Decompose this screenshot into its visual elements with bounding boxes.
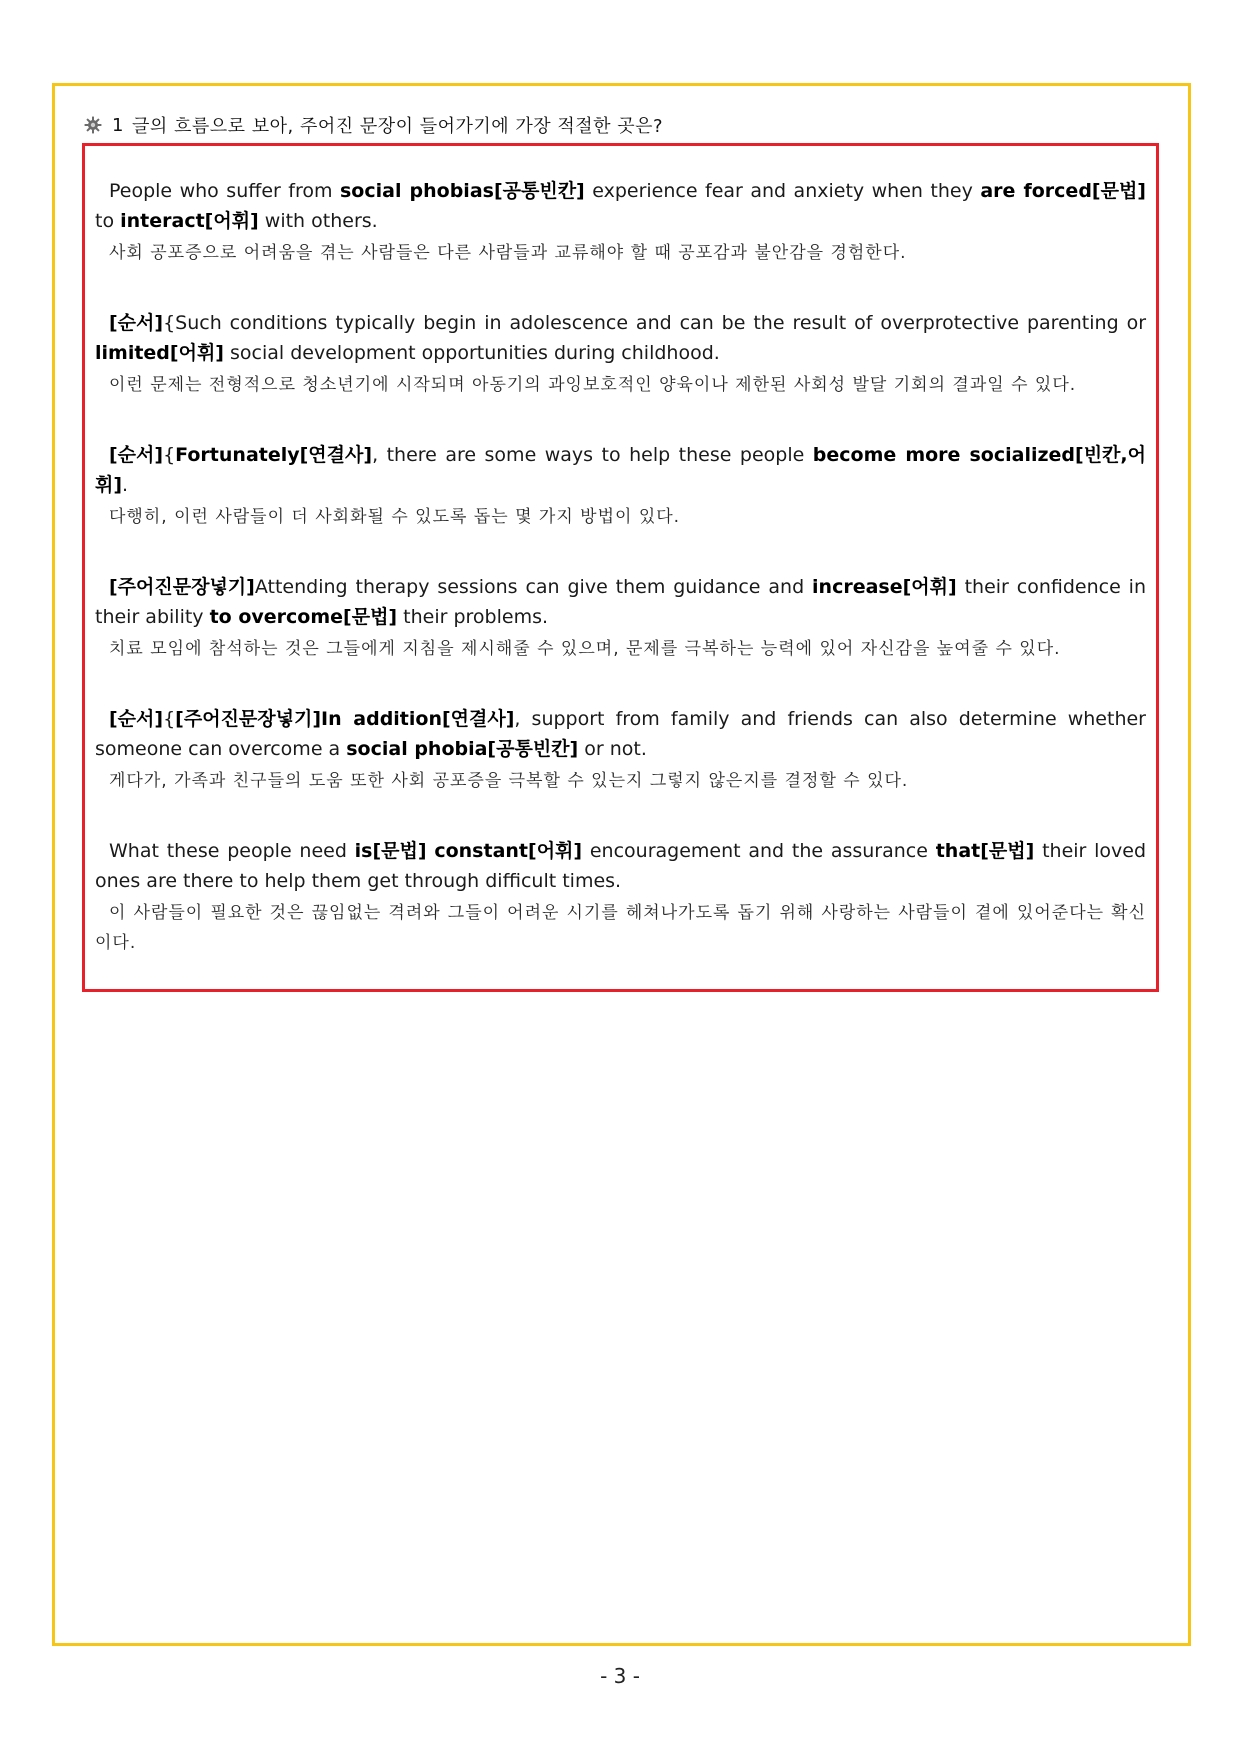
annotated-phrase: limited[어휘] [95, 342, 224, 364]
english-sentence [95, 440, 1146, 500]
paragraph [95, 308, 1146, 400]
sentence-text: What these people need [109, 840, 355, 862]
question-header [84, 112, 663, 138]
paragraph [95, 836, 1146, 958]
page-number: - 3 - [600, 1664, 640, 1688]
annotated-phrase: [순서] [109, 312, 164, 334]
sentence-text: People who suffer from [109, 180, 340, 202]
paragraph-list [95, 176, 1146, 958]
sentence-text: . [122, 474, 129, 496]
sentence-text: their problems. [397, 606, 549, 628]
annotated-phrase: [순서] [109, 444, 164, 466]
annotated-phrase: [주어진문장넣기]In addition[연결사] [175, 708, 515, 730]
english-sentence [95, 308, 1146, 368]
paragraph [95, 176, 1146, 268]
korean-translation: 다행히, 이런 사람들이 더 사회화될 수 있도록 돕는 몇 가지 방법이 있다. [109, 507, 681, 527]
sentence-text: encouragement and the assurance [582, 840, 936, 862]
sentence-text: social development opportunities during childhood. [223, 342, 720, 364]
sentence-text: , there are some ways to help these people [372, 444, 813, 466]
sentence-text: experience fear and anxiety when they [584, 180, 981, 202]
sentence-text: their confidence in their ability [95, 576, 1146, 628]
annotated-phrase: social phobias[공통빈칸] [340, 180, 585, 202]
annotated-phrase: [순서] [109, 708, 164, 730]
english-sentence [95, 572, 1146, 632]
annotated-phrase: to overcome[문법] [209, 606, 398, 628]
korean-translation: 게다가, 가족과 친구들의 도움 또한 사회 공포증을 극복할 수 있는지 그렇지 않은지를 결정할 수 있다. [109, 771, 909, 791]
annotated-phrase: are forced[문법] [980, 180, 1146, 202]
annotated-phrase: Fortunately[연결사] [175, 444, 373, 466]
question-number: 1 [112, 114, 124, 136]
sentence-text: to [95, 210, 121, 232]
english-sentence [95, 176, 1146, 236]
sentence-text: with others. [258, 210, 378, 232]
sentence-text: Attending therapy sessions can give them guidance and [254, 576, 813, 598]
gear-bullet-icon [84, 116, 102, 134]
annotated-phrase: interact[어휘] [120, 210, 259, 232]
korean-translation: 이 사람들이 필요한 것은 끊임없는 격려와 그들이 어려운 시기를 헤쳐나가도록 돕기 위해 사랑하는 사람들이 곁에 있어준다는 확신이다. [95, 903, 1146, 953]
sentence-text: or not. [578, 738, 647, 760]
korean-translation: 이런 문제는 전형적으로 청소년기에 시작되며 아동기의 과잉보호적인 양육이나 제한된 사회성 발달 기회의 결과일 수 있다. [109, 375, 1077, 395]
annotated-phrase: that[문법] [935, 840, 1035, 862]
sentence-text: , support from family and friends can also determine whether someone can overcome a [95, 708, 1146, 760]
korean-translation: 사회 공포증으로 어려움을 겪는 사람들은 다른 사람들과 교류해야 할 때 공포감과 불안감을 경험한다. [109, 243, 907, 263]
korean-translation: 치료 모임에 참석하는 것은 그들에게 지침을 제시해줄 수 있으며, 문제를 극복하는 능력에 있어 자신감을 높여줄 수 있다. [109, 639, 1061, 659]
annotated-phrase: increase[어휘] [812, 576, 957, 598]
paragraph [95, 440, 1146, 532]
annotated-phrase: [주어진문장넣기] [109, 576, 255, 598]
english-sentence [95, 704, 1146, 764]
question-text: 글의 흐름으로 보아, 주어진 문장이 들어가기에 가장 적절한 곳은? [131, 116, 664, 137]
sentence-text: { [163, 708, 176, 730]
annotated-phrase: social phobia[공통빈칸] [346, 738, 579, 760]
annotated-phrase: become more socialized[빈칸,어휘] [95, 444, 1146, 496]
paragraph [95, 572, 1146, 664]
paragraph [95, 704, 1146, 796]
sentence-text: { [163, 444, 176, 466]
sentence-text: {Such conditions typically begin in adolescence and can be the result of overprotective parenting or [163, 312, 1146, 334]
english-sentence [95, 836, 1146, 896]
passage-box [82, 143, 1159, 992]
annotated-phrase: is[문법] [354, 840, 427, 862]
annotated-phrase: constant[어휘] [434, 840, 583, 862]
sentence-text: their loved ones are there to help them get through difficult times. [95, 840, 1147, 892]
